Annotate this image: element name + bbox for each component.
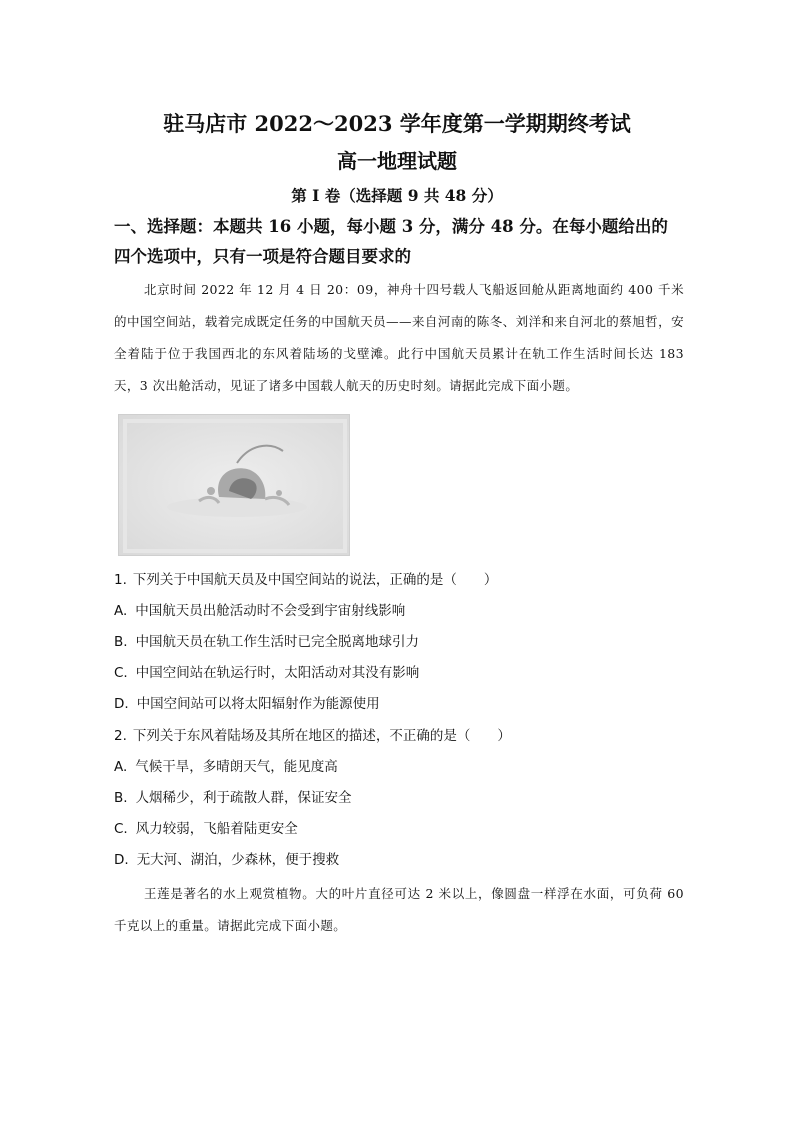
- option-text: 无大河、湖泊，少森林，便于搜救: [136, 852, 340, 868]
- part-heading: 第 I 卷（选择题 9 共 48 分）: [291, 186, 503, 205]
- question-1-option-c: [114, 663, 419, 683]
- question-2-option-c: [114, 819, 298, 839]
- option-text: 气候干旱，多晴朗天气，能见度高: [135, 759, 338, 775]
- section-heading: 一、选择题：本题共 16 小题，每小题 3 分，满分 48 分。在每小题给出的四个选项中，只有一项是符合题目要求的: [114, 217, 668, 266]
- question-number: 2.: [114, 728, 127, 744]
- option-text: 中国航天员出舱活动时不会受到宇宙射线影响: [135, 603, 406, 619]
- exam-subtitle: 高一地理试题: [337, 149, 457, 173]
- exam-title: 驻马店市 2022～2023 学年度第一学期期终考试: [163, 111, 631, 136]
- reading-passage-1: 北京时间 2022 年 12 月 4 日 20：09，神舟十四号载人飞船返回舱从距离地面约 400 千米的中国空间站，载着完成既定任务的中国航天员——来自河南的陈冬、刘洋和来自河北的蔡旭哲，安全着陆于位于我国西北的东风着陆场的戈壁滩。此行中国航天员累计在轨工作生活时间长达 183 天，3 次出舱活动，见证了诸多中国载人航天的历史时刻。请据此完成下面小题。: [114, 282, 684, 393]
- question-2-option-b: [114, 788, 352, 808]
- question-1-option-b: [114, 632, 419, 652]
- option-letter: A.: [114, 759, 128, 775]
- question-2: [114, 726, 511, 746]
- option-text: 人烟稀少，利于疏散人群，保证安全: [135, 790, 352, 806]
- option-letter: C.: [114, 821, 128, 837]
- option-letter: A.: [114, 603, 128, 619]
- question-stem: 下列关于东风着陆场及其所在地区的描述，不正确的是（ ）: [132, 728, 511, 744]
- option-letter: D.: [114, 852, 129, 868]
- option-text: 风力较弱，飞船着陆更安全: [135, 821, 298, 837]
- option-text: 中国空间站可以将太阳辐射作为能源使用: [136, 696, 380, 712]
- option-letter: D.: [114, 696, 129, 712]
- option-letter: C.: [114, 665, 128, 681]
- question-1-option-d: [114, 694, 380, 714]
- question-2-option-d: [114, 850, 339, 870]
- reading-passage-2: 王莲是著名的水上观赏植物。大的叶片直径可达 2 米以上，像圆盘一样浮在水面，可负荷 60 千克以上的重量。请据此完成下面小题。: [114, 886, 684, 933]
- question-stem: 下列关于中国航天员及中国空间站的说法，正确的是（ ）: [132, 572, 498, 588]
- question-1: [114, 570, 497, 590]
- option-text: 中国航天员在轨工作生活时已完全脱离地球引力: [135, 634, 420, 650]
- option-text: 中国空间站在轨运行时，太阳活动对其没有影响: [135, 665, 420, 681]
- option-letter: B.: [114, 634, 128, 650]
- spacecraft-landing-photo: [118, 414, 350, 556]
- landing-photo-illustration: [119, 415, 350, 556]
- question-number: 1.: [114, 572, 127, 588]
- question-1-option-a: [114, 601, 405, 621]
- option-letter: B.: [114, 790, 128, 806]
- question-2-option-a: [114, 757, 338, 777]
